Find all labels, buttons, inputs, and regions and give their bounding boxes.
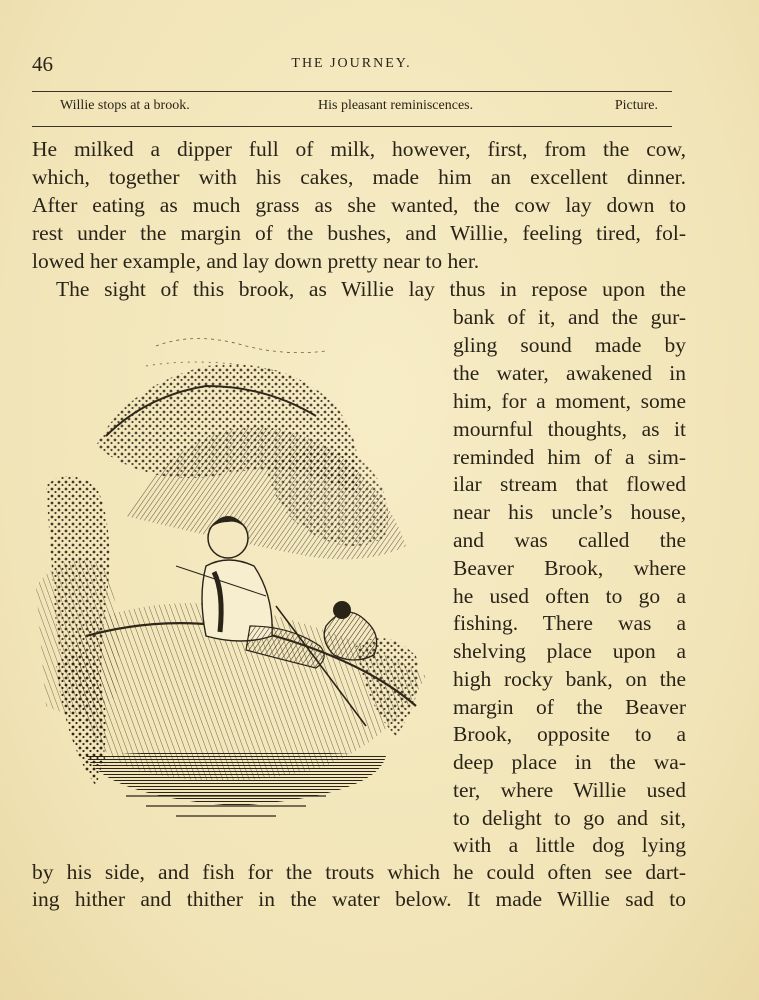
text-line: He milked a dipper full of milk, however, first, from the cow, [32,137,686,161]
text-line: Brook, opposite to a [453,722,686,746]
text-line: near his uncle’s house, [453,500,686,524]
text-line: deep place in the wa- [453,750,686,774]
text-line: him, for a moment, some [453,389,686,413]
text-line: lowed her example, and lay down pretty near to her. [32,249,480,273]
text-line: Beaver Brook, where [453,556,686,580]
text-line: shelving place upon a [453,639,686,663]
text-line: gling sound made by [453,333,686,357]
page-number: 46 [32,52,53,76]
synopsis-item: Willie stops at a brook. [60,98,190,113]
text-line: reminded him of a sim- [453,445,686,469]
text-line: with a little dog lying [453,833,686,857]
text-line: to delight to go and sit, [453,806,686,830]
text-line: which, together with his cakes, made him an excellent dinner. [32,165,686,189]
text-line: ilar stream that flowed [453,472,686,496]
synopsis-item: His pleasant reminiscences. [318,98,474,113]
synopsis-item: Picture. [614,98,658,113]
text-line: bank of it, and the gur- [453,305,686,329]
text-line: high rocky bank, on the [453,667,686,691]
text-line: the water, awakened in [453,361,686,385]
text-line: rest under the margin of the bushes, and Willie, feeling tired, fol- [32,221,686,245]
text-line: ter, where Willie used [453,778,686,802]
text-line: by his side, and fish for the trouts which he could often see dart- [32,860,686,884]
brook-engraving-illustration [36,326,430,828]
header-rule-bottom [32,126,672,127]
text-line: and was called the [453,528,686,552]
page-header [32,52,671,82]
running-head: THE JOURNEY. [291,56,412,71]
text-line: mournful thoughts, as it [453,417,686,441]
header-rule-top [32,91,672,92]
chapter-synopsis [32,98,672,120]
text-line: The sight of this brook, as Willie lay thus in repose upon the [56,277,686,301]
text-line: ing hither and thither in the water below. It made Willie sad to [32,887,686,911]
text-line: margin of the Beaver [453,695,686,719]
text-line: he used often to go a [453,584,686,608]
text-line: After eating as much grass as she wanted, the cow lay down to [32,193,686,217]
text-line: fishing. There was a [453,611,686,635]
